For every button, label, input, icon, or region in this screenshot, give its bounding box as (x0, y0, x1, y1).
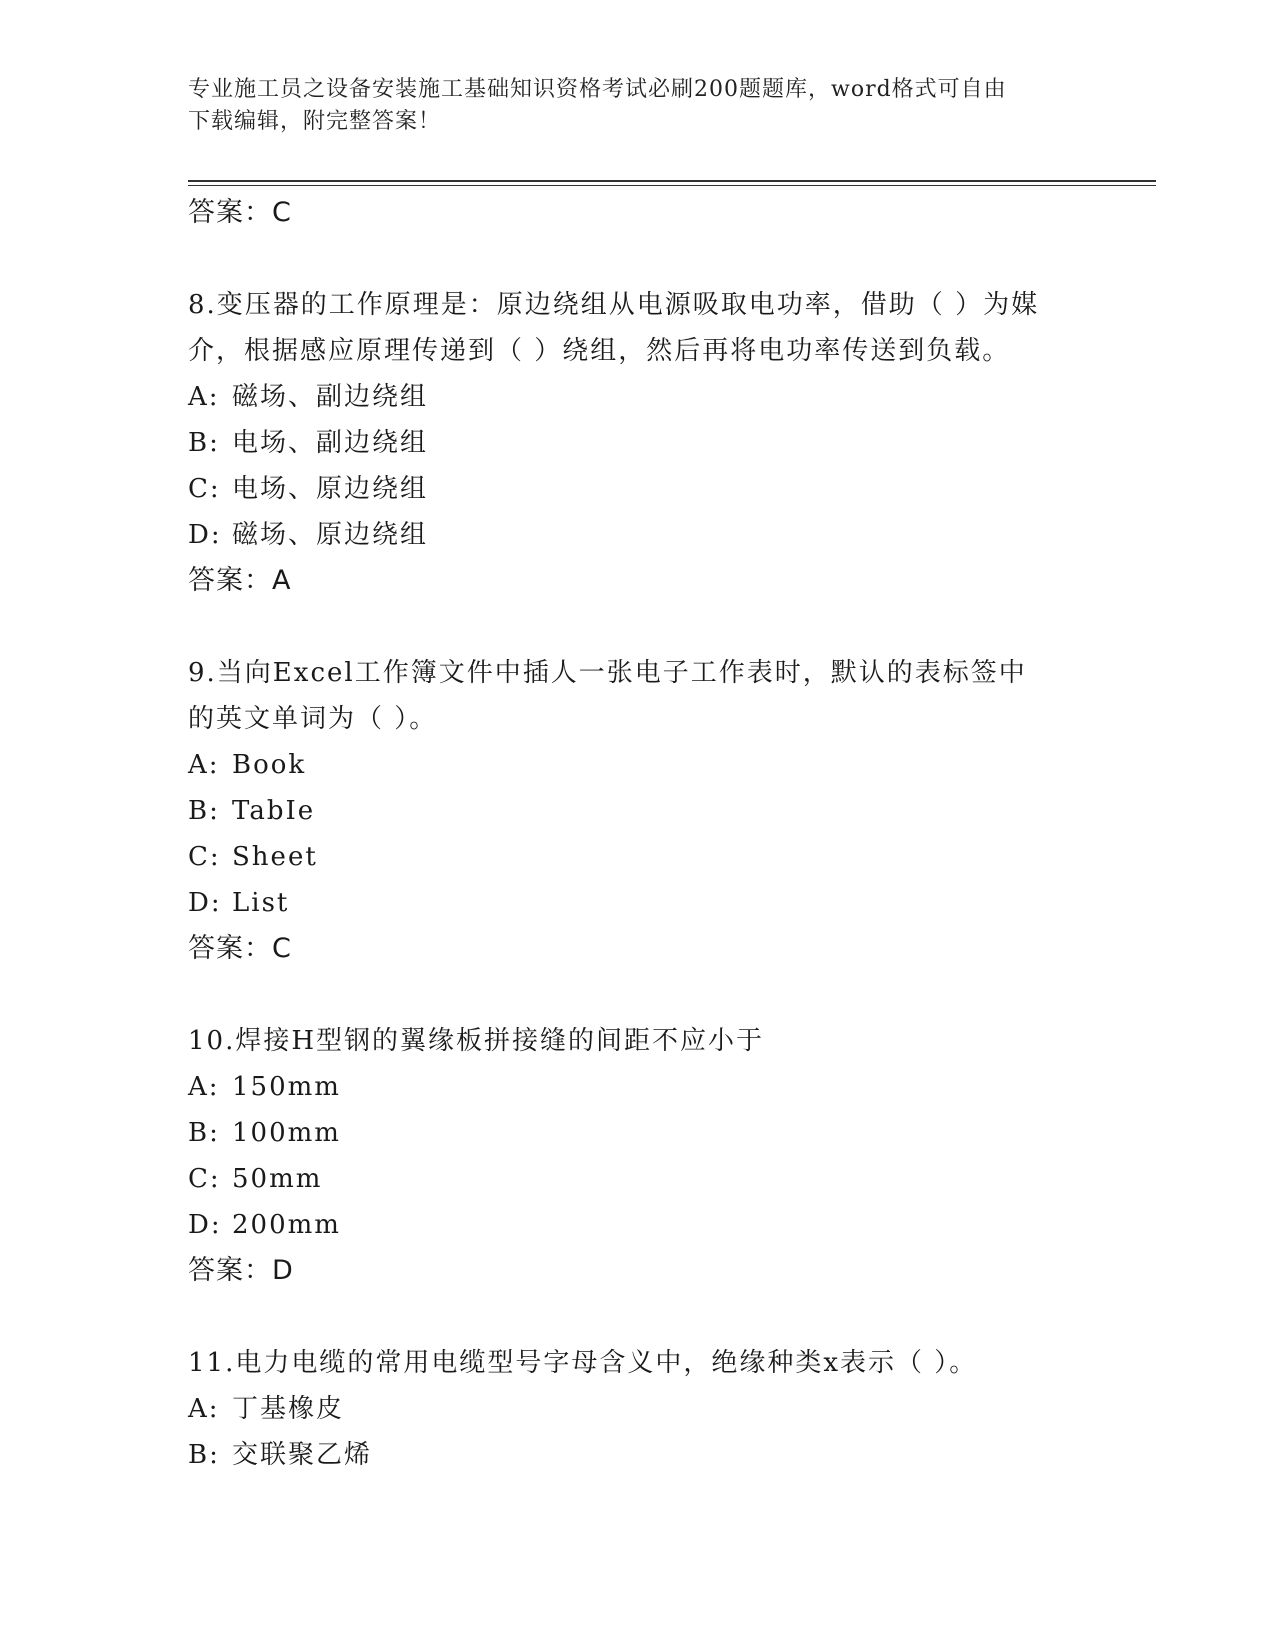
option-text: 丁基橡皮 (232, 1394, 345, 1424)
question-block (188, 1340, 1088, 1478)
option-text: 200mm (232, 1210, 341, 1240)
option-label: A: (188, 382, 220, 412)
spacer (188, 972, 1088, 1018)
answer-line: 答案：C (188, 197, 292, 228)
option-text: 磁场、原边绕组 (232, 520, 429, 550)
option-b (188, 1110, 1088, 1156)
option-a (188, 1064, 1088, 1110)
option-label: D: (188, 520, 222, 550)
option-d (188, 512, 1088, 558)
option-label: C: (188, 1164, 221, 1194)
option-label: B: (188, 428, 220, 458)
header-line-1: 专业施工员之设备安装施工基础知识资格考试必刷200题题库，word格式可自由 (188, 77, 1007, 102)
option-c (188, 834, 1088, 880)
option-label: A: (188, 1394, 220, 1424)
option-label: B: (188, 1440, 220, 1470)
option-text: TabIe (232, 796, 316, 826)
document-header (188, 74, 1088, 138)
option-b (188, 788, 1088, 834)
answer-line: 答案：A (188, 565, 292, 596)
option-label: B: (188, 796, 220, 826)
header-divider-thin (188, 185, 1156, 186)
header-divider-thick (188, 180, 1156, 182)
question-stem: 10.焊接H型钢的翼缘板拼接缝的间距不应小于 (188, 1026, 765, 1056)
option-label: B: (188, 1118, 220, 1148)
option-text: 150mm (232, 1072, 341, 1102)
option-c (188, 466, 1088, 512)
option-label: A: (188, 750, 220, 780)
option-label: D: (188, 888, 222, 918)
option-b (188, 420, 1088, 466)
option-text: Sheet (232, 842, 318, 872)
option-text: 交联聚乙烯 (232, 1440, 373, 1470)
option-label: C: (188, 842, 221, 872)
option-a (188, 374, 1088, 420)
option-text: 50mm (232, 1164, 323, 1194)
question-block (188, 282, 1088, 604)
option-a (188, 1386, 1088, 1432)
spacer (188, 236, 1088, 282)
option-d (188, 1202, 1088, 1248)
spacer (188, 1294, 1088, 1340)
option-label: D: (188, 1210, 222, 1240)
option-text: 电场、原边绕组 (232, 474, 429, 504)
option-label: C: (188, 474, 221, 504)
question-stem: 8.变压器的工作原理是：原边绕组从电源吸取电功率，借助（ ）为媒 (188, 290, 1040, 320)
question-stem: 的英文单词为（ ）。 (188, 704, 438, 734)
answer-line: 答案：D (188, 1255, 294, 1286)
option-c (188, 1156, 1088, 1202)
option-text: List (232, 888, 290, 918)
option-text: 磁场、副边绕组 (232, 382, 429, 412)
question-block (188, 1018, 1088, 1294)
spacer (188, 604, 1088, 650)
option-text: 电场、副边绕组 (232, 428, 429, 458)
question-stem: 介，根据感应原理传递到（ ）绕组，然后再将电功率传送到负载。 (188, 336, 1011, 366)
question-stem: 9.当向Excel工作簿文件中插人一张电子工作表时，默认的表标签中 (188, 658, 1027, 688)
question-stem: 11.电力电缆的常用电缆型号字母含义中，绝缘种类x表示（ ）。 (188, 1348, 978, 1378)
option-text: 100mm (232, 1118, 341, 1148)
option-d (188, 880, 1088, 926)
option-text: Book (232, 750, 307, 780)
option-b (188, 1432, 1088, 1478)
answer-line: 答案：C (188, 933, 292, 964)
option-label: A: (188, 1072, 220, 1102)
question-list (188, 190, 1088, 1478)
option-a (188, 742, 1088, 788)
header-line-2: 下载编辑，附完整答案！ (188, 109, 442, 134)
question-block (188, 650, 1088, 972)
